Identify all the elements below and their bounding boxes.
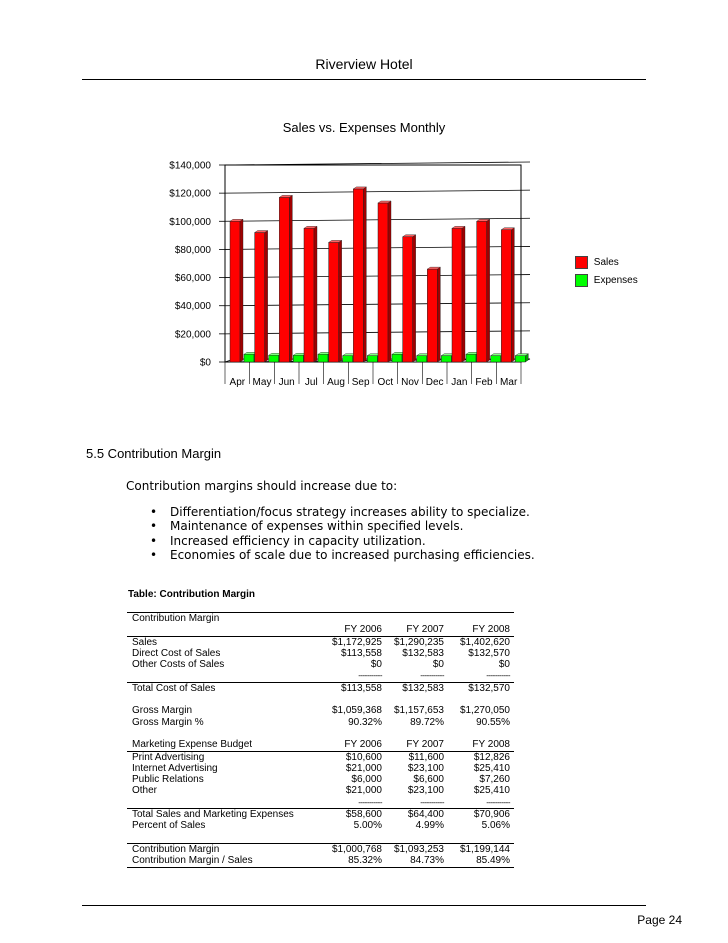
cell: 89.72% bbox=[410, 716, 444, 728]
row-label: Contribution Margin / Sales bbox=[132, 855, 253, 867]
cell: $11,600 bbox=[408, 751, 444, 763]
cell: $23,100 bbox=[407, 762, 444, 774]
bar-side-sales bbox=[339, 240, 342, 362]
legend-label-sales: Sales bbox=[593, 257, 619, 268]
cell: $1,059,368 bbox=[331, 705, 382, 717]
cell: $132,570 bbox=[468, 647, 510, 659]
table-row bbox=[127, 785, 514, 796]
bar-expenses bbox=[367, 356, 377, 362]
cell: $70,906 bbox=[473, 809, 510, 821]
cell: $58,600 bbox=[345, 809, 382, 821]
cell: $6,000 bbox=[351, 774, 382, 786]
row-label: Total Cost of Sales bbox=[132, 682, 216, 694]
dash-separator: ----------- bbox=[358, 797, 382, 807]
table-row bbox=[127, 843, 514, 855]
x-tick-label: Oct bbox=[377, 377, 394, 388]
year-header: FY 2006 bbox=[344, 739, 382, 751]
row-label: Other Costs of Sales bbox=[132, 659, 225, 671]
list-item-text: Differentiation/focus strategy increases ability to specialize. bbox=[170, 505, 530, 519]
cell: $1,000,768 bbox=[331, 843, 382, 855]
table-row bbox=[127, 751, 514, 763]
list-item-text: Maintenance of expenses within specified levels. bbox=[170, 519, 464, 534]
list-item bbox=[150, 519, 535, 533]
bar-side-sales bbox=[314, 226, 317, 362]
spacer-row bbox=[127, 832, 514, 843]
bar-sales bbox=[230, 221, 240, 362]
bullet-mark: • bbox=[150, 505, 158, 519]
legend-item-expenses bbox=[575, 274, 638, 287]
list-item bbox=[150, 548, 535, 562]
list-item bbox=[150, 534, 535, 548]
cell: $25,410 bbox=[473, 762, 510, 774]
x-tick-label: May bbox=[252, 377, 272, 388]
cell: $1,270,050 bbox=[459, 705, 510, 717]
x-tick-label: Aug bbox=[327, 377, 345, 388]
bar-side-sales bbox=[363, 187, 366, 362]
bar-expenses bbox=[466, 354, 476, 362]
section-intro: Contribution margins should increase due to: bbox=[126, 479, 398, 493]
table-separator-row bbox=[127, 797, 514, 808]
legend-label-expenses: Expenses bbox=[593, 275, 638, 286]
bar-side-sales bbox=[240, 219, 243, 362]
bar-expenses bbox=[343, 356, 353, 362]
x-tick-label: Jun bbox=[278, 377, 295, 388]
table-row bbox=[127, 774, 514, 785]
table-caption: Table: Contribution Margin bbox=[128, 589, 256, 600]
table-row bbox=[127, 613, 514, 624]
cell: $1,172,925 bbox=[331, 636, 382, 648]
cell: 85.49% bbox=[476, 855, 510, 867]
cell: 90.55% bbox=[476, 716, 510, 728]
table-row bbox=[127, 705, 514, 716]
row-label: Sales bbox=[132, 636, 158, 648]
x-tick-label: Sep bbox=[351, 377, 370, 388]
cell: 4.99% bbox=[415, 820, 444, 832]
bar-sales bbox=[329, 242, 339, 362]
cell: 90.32% bbox=[348, 716, 382, 728]
cell: 5.06% bbox=[481, 820, 510, 832]
bar-sales bbox=[452, 228, 462, 362]
cell: 84.73% bbox=[410, 855, 444, 867]
y-tick-label: $100,000 bbox=[169, 216, 211, 228]
dash-separator: ----------- bbox=[420, 671, 444, 681]
cell: $132,583 bbox=[402, 682, 444, 694]
bar-sales bbox=[353, 189, 363, 362]
x-tick-label: Apr bbox=[229, 377, 246, 388]
bar-sales bbox=[304, 228, 314, 362]
year-header: FY 2006 bbox=[344, 624, 382, 636]
table-row bbox=[127, 763, 514, 774]
bar-side-sales bbox=[289, 195, 292, 362]
bullet-mark: • bbox=[150, 519, 158, 534]
table-row bbox=[127, 648, 514, 659]
row-label: Print Advertising bbox=[132, 751, 205, 763]
cell: $1,093,253 bbox=[393, 843, 444, 855]
dash-separator: ----------- bbox=[358, 671, 382, 681]
cell: 5.00% bbox=[353, 820, 382, 832]
bar-side-sales bbox=[511, 228, 514, 362]
bullet-mark: • bbox=[150, 533, 158, 548]
bar-sales bbox=[501, 230, 511, 362]
row-label: Percent of Sales bbox=[132, 820, 206, 832]
reasons-list bbox=[150, 505, 535, 562]
year-header: FY 2008 bbox=[472, 624, 510, 636]
bar-expenses bbox=[515, 356, 525, 362]
bar-expenses bbox=[491, 356, 501, 362]
dash-separator: ----------- bbox=[486, 797, 510, 807]
contribution-margin-table bbox=[127, 612, 514, 868]
x-tick-label: Mar bbox=[500, 377, 518, 388]
cell: $1,290,235 bbox=[393, 636, 444, 648]
x-tick-label: Feb bbox=[475, 377, 493, 388]
cell: $1,402,620 bbox=[459, 636, 510, 648]
dash-separator: ----------- bbox=[420, 797, 444, 807]
list-item-text: Increased efficiency in capacity utilization. bbox=[170, 533, 426, 548]
table-row bbox=[127, 682, 514, 694]
cell: $21,000 bbox=[345, 785, 382, 797]
table-row bbox=[127, 855, 514, 867]
spacer-row bbox=[127, 728, 514, 739]
cell: $113,558 bbox=[341, 682, 382, 694]
cell: $25,410 bbox=[473, 785, 510, 797]
bullet-mark: • bbox=[150, 547, 158, 562]
row-label: Other bbox=[132, 785, 158, 797]
table-row bbox=[127, 820, 514, 831]
x-tick-label: Jan bbox=[451, 377, 468, 388]
y-tick-label: $60,000 bbox=[174, 273, 211, 285]
table-heading: Contribution Margin bbox=[132, 613, 220, 624]
spacer-row bbox=[127, 694, 514, 705]
chart-title: Sales vs. Expenses Monthly bbox=[282, 120, 446, 135]
row-label: Direct Cost of Sales bbox=[132, 647, 221, 659]
legend-swatch-sales bbox=[575, 256, 588, 269]
cell: $1,157,653 bbox=[393, 705, 444, 717]
cell: $10,600 bbox=[345, 751, 382, 763]
y-tick-label: $40,000 bbox=[174, 301, 211, 313]
x-tick-label: Dec bbox=[425, 377, 444, 388]
bar-sales bbox=[403, 237, 413, 362]
cell: $64,400 bbox=[407, 809, 444, 821]
y-tick-label: $20,000 bbox=[174, 329, 211, 341]
row-label: Gross Margin bbox=[132, 705, 193, 717]
cell: $0 bbox=[498, 659, 510, 671]
list-item-text: Economies of scale due to increased purchasing efficiencies. bbox=[170, 547, 535, 562]
sales-expenses-chart bbox=[0, 0, 728, 400]
cell: $132,583 bbox=[402, 647, 444, 659]
page-number: Page 24 bbox=[637, 913, 682, 927]
list-item bbox=[150, 505, 535, 519]
row-label: Total Sales and Marketing Expenses bbox=[132, 809, 294, 821]
row-label: Public Relations bbox=[132, 774, 204, 786]
x-tick-label: Nov bbox=[401, 377, 419, 388]
bar-expenses bbox=[417, 356, 427, 362]
bar-side-sales bbox=[437, 267, 440, 362]
cell: $7,260 bbox=[479, 774, 510, 786]
x-tick-label: Jul bbox=[304, 377, 318, 388]
bar-side-sales bbox=[388, 201, 391, 362]
bar-sales bbox=[427, 269, 437, 362]
year-header: FY 2007 bbox=[406, 624, 444, 636]
cell: $0 bbox=[432, 659, 444, 671]
bar-side-sales bbox=[487, 219, 490, 362]
y-tick-label: $80,000 bbox=[174, 244, 211, 256]
table-row bbox=[127, 808, 514, 820]
bar-side-sales bbox=[413, 235, 416, 362]
cell: $1,199,144 bbox=[459, 843, 510, 855]
bar-sales bbox=[279, 197, 289, 362]
section-heading: 5.5 Contribution Margin bbox=[86, 446, 222, 461]
cell: $113,558 bbox=[341, 647, 382, 659]
cell: $12,826 bbox=[473, 751, 510, 763]
marketing-header-row bbox=[127, 739, 514, 750]
year-header: FY 2008 bbox=[472, 739, 510, 751]
legend-item-sales bbox=[575, 256, 619, 269]
bar-sales bbox=[255, 233, 265, 362]
cell: $132,570 bbox=[468, 682, 510, 694]
cell: $0 bbox=[370, 659, 382, 671]
y-tick-label: $140,000 bbox=[169, 160, 211, 172]
dash-separator: ----------- bbox=[486, 671, 510, 681]
cell: $6,600 bbox=[413, 774, 444, 786]
table-row bbox=[127, 717, 514, 728]
document-title: Riverview Hotel bbox=[315, 56, 413, 72]
bar-expenses bbox=[244, 354, 254, 362]
bar-expenses bbox=[441, 356, 451, 362]
bar-sales bbox=[378, 203, 388, 362]
cell: $23,100 bbox=[407, 785, 444, 797]
row-label: Gross Margin % bbox=[132, 716, 204, 728]
legend-swatch-expenses bbox=[575, 274, 588, 287]
bar-expenses bbox=[318, 354, 328, 362]
bar-expenses bbox=[392, 354, 402, 362]
bar-expenses bbox=[269, 355, 279, 362]
y-tick-label: $0 bbox=[199, 357, 211, 369]
bar-expenses bbox=[293, 355, 303, 362]
year-header: FY 2007 bbox=[406, 739, 444, 751]
bar-sales bbox=[477, 221, 487, 362]
table-header-row bbox=[127, 624, 514, 635]
y-tick-label: $120,000 bbox=[169, 188, 211, 200]
bar-side-sales bbox=[265, 231, 268, 362]
row-label: Internet Advertising bbox=[132, 762, 218, 774]
cell: 85.32% bbox=[348, 855, 382, 867]
table-row bbox=[127, 636, 514, 648]
row-label: Contribution Margin bbox=[132, 843, 220, 855]
bar-side-sales bbox=[462, 226, 465, 362]
table-separator-row bbox=[127, 670, 514, 681]
row-label: Marketing Expense Budget bbox=[132, 739, 253, 751]
footer-rule bbox=[82, 905, 646, 906]
table-row bbox=[127, 659, 514, 670]
cell: $21,000 bbox=[345, 762, 382, 774]
